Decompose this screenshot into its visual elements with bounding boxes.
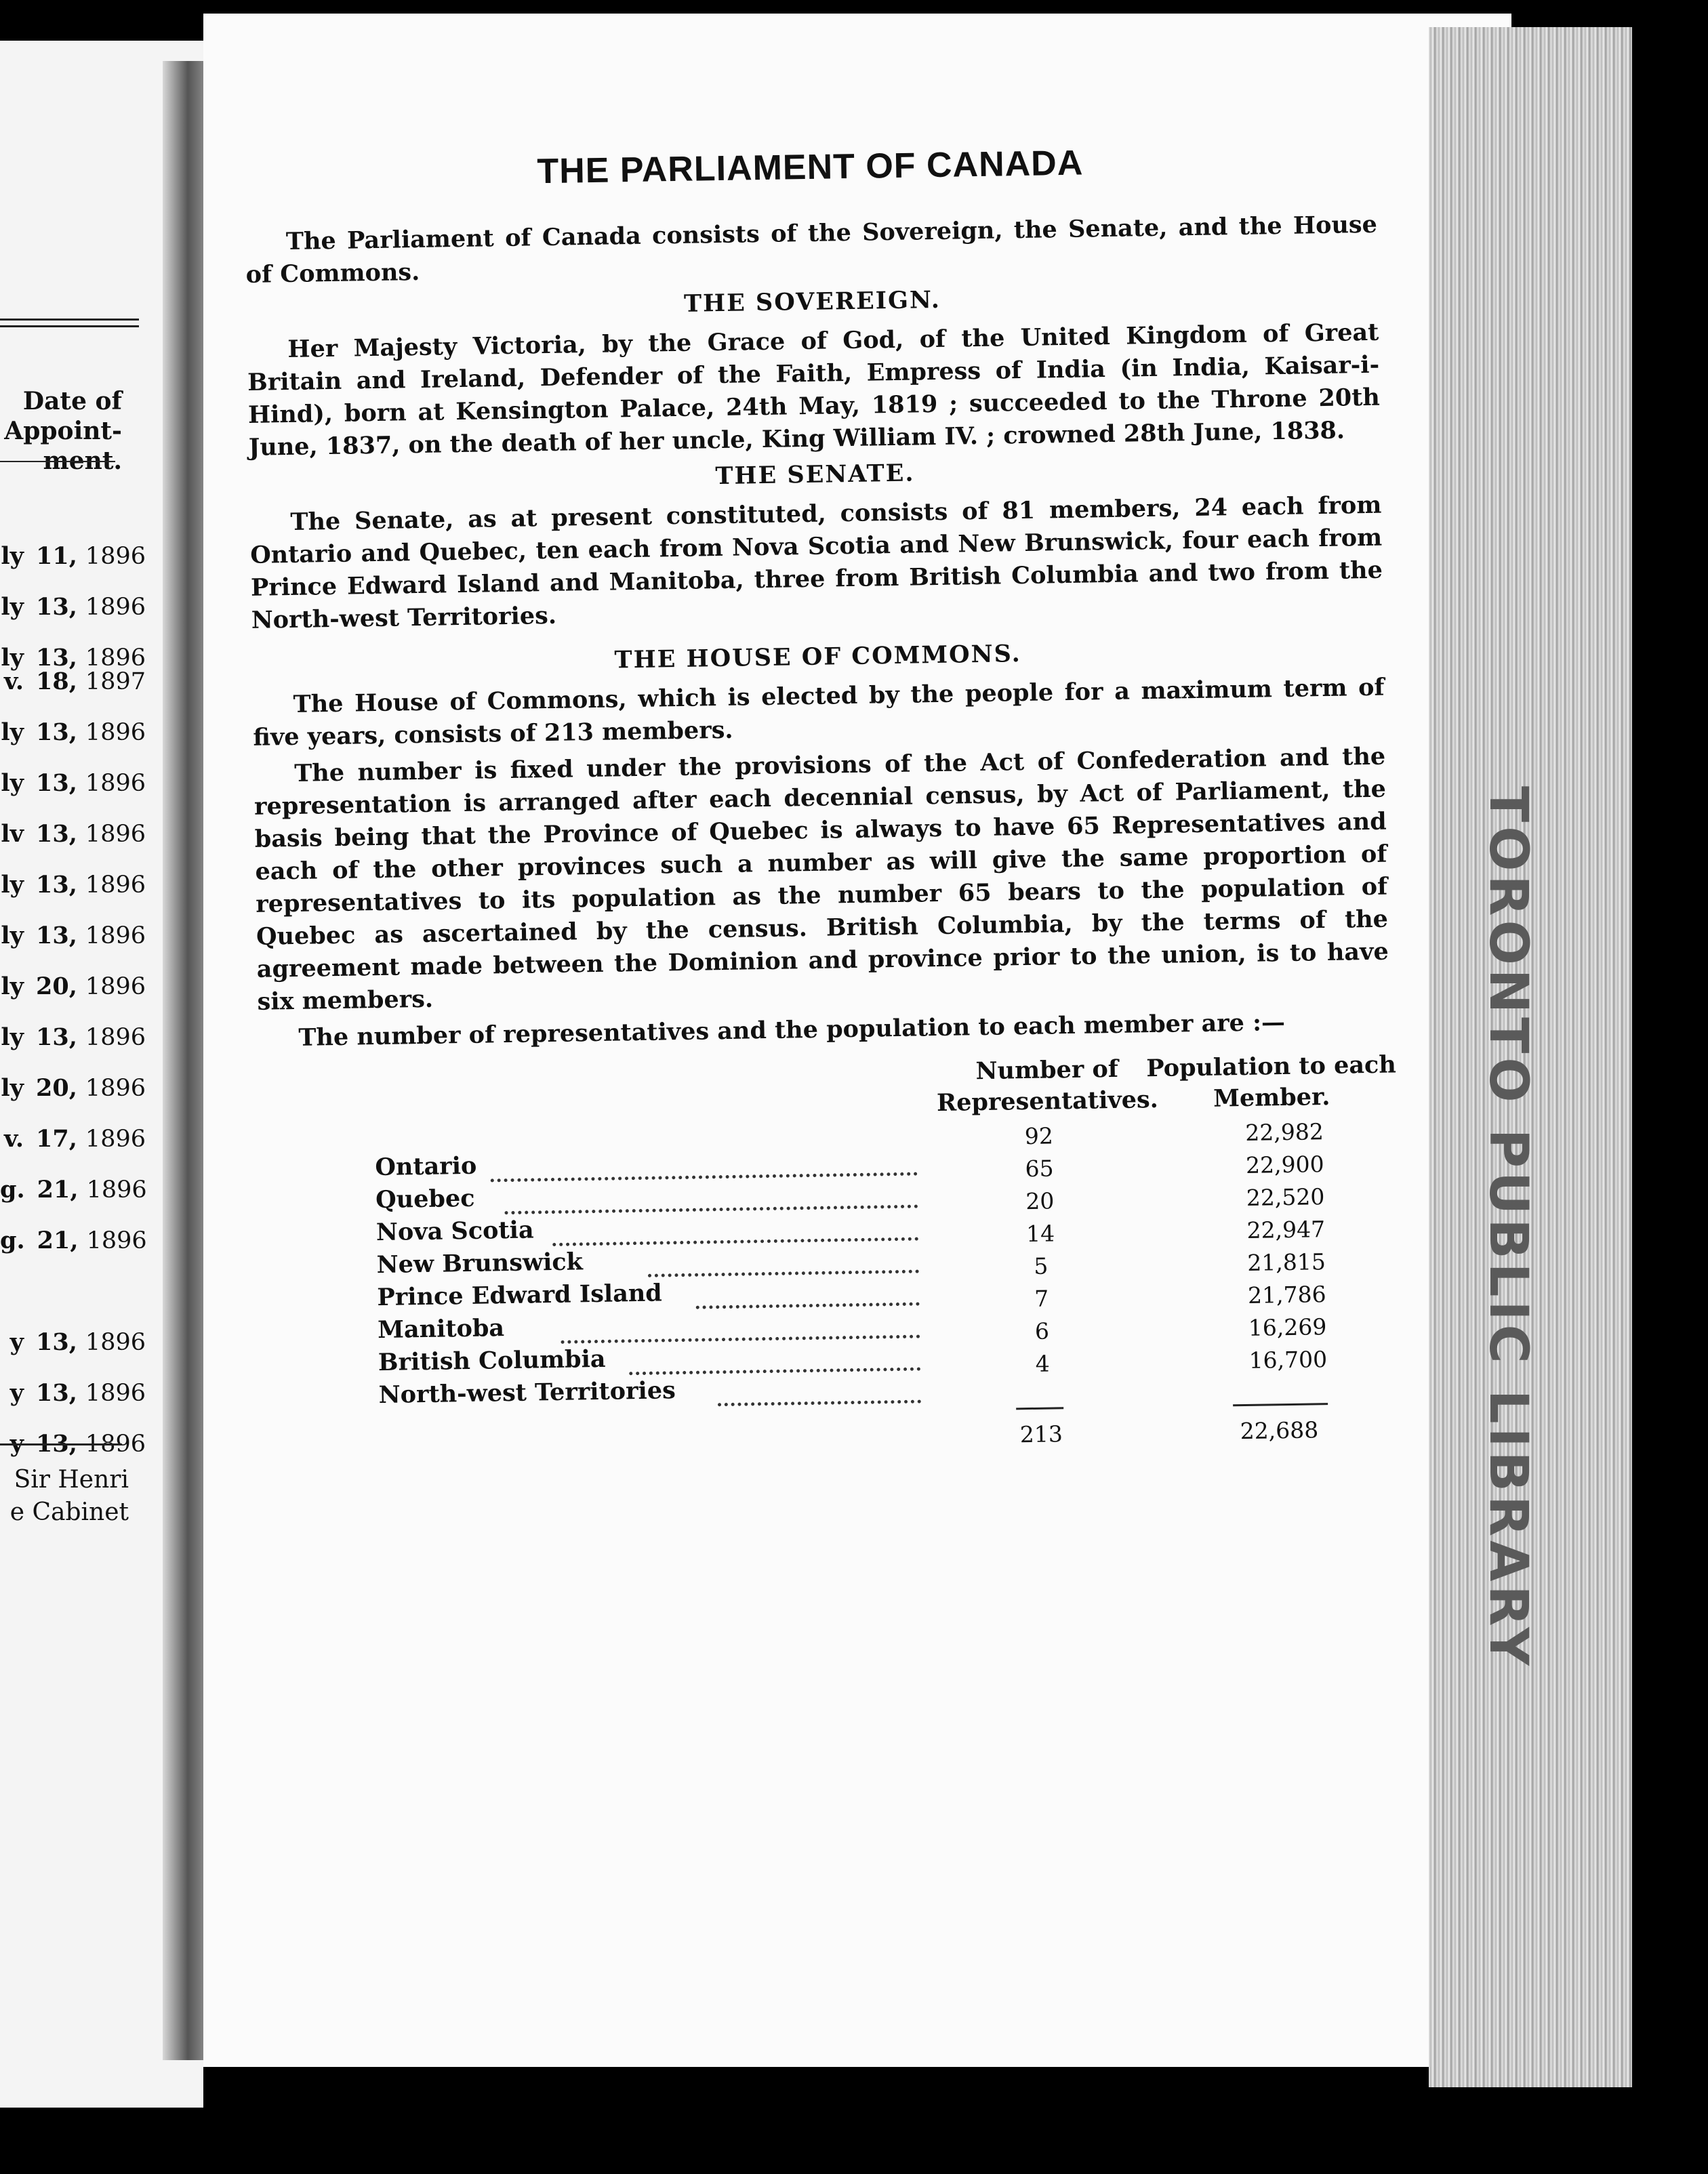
province-name: Prince Edward Island xyxy=(377,1279,663,1312)
date-month-fragment: ly xyxy=(1,718,24,746)
population-value: 21,815 xyxy=(1247,1248,1326,1276)
date-year: 1896 xyxy=(85,770,146,797)
date-month-fragment: ly xyxy=(1,542,24,570)
date-year: 1896 xyxy=(85,1126,146,1153)
header-line: Member. xyxy=(1213,1083,1330,1113)
date-year: 1896 xyxy=(85,644,146,672)
left-page-rule xyxy=(0,325,139,327)
date-month-fragment: ly xyxy=(1,1023,24,1051)
representatives-value: 7 xyxy=(1034,1285,1049,1312)
leader-dots xyxy=(695,1275,920,1309)
representatives-value: 6 xyxy=(1034,1317,1050,1345)
date-month-fragment: ly xyxy=(1,769,24,797)
date-month-fragment: ly xyxy=(1,1074,24,1102)
appointment-date xyxy=(0,1023,146,1051)
leader-dots xyxy=(717,1373,921,1407)
leader-dots xyxy=(561,1308,920,1344)
province-name: New Brunswick xyxy=(376,1248,584,1279)
date-year: 1896 xyxy=(85,1380,146,1407)
date-month-fragment: ly xyxy=(1,922,24,949)
header-line: Representatives. xyxy=(936,1085,1159,1117)
representatives-value: 20 xyxy=(1025,1187,1055,1215)
left-page-column-header xyxy=(0,386,122,476)
date-day: 13, xyxy=(36,769,77,797)
date-month-fragment: ly xyxy=(1,972,24,1000)
date-month-fragment: ly xyxy=(1,644,24,672)
date-day: 13, xyxy=(36,718,77,746)
date-month-fragment: g. xyxy=(0,1176,25,1204)
column-header-representatives xyxy=(936,1053,1158,1119)
date-year: 1896 xyxy=(85,543,146,570)
sovereign-paragraph: Her Majesty Victoria, by the Grace of God, of the United Kingdom of Great Britain and Ireland, Defender of the Faith, Empress of India (in India, Kaisar-i-Hind), born at Kensington Palace, 24th May, 1819 ; succeeded to the Throne 20th June, 1837, on the death of her uncle, King William IV. ; crowned 28th June, 1838. xyxy=(247,318,1381,462)
header-line: Number of xyxy=(975,1054,1119,1086)
appointment-date xyxy=(0,769,146,797)
population-value: 22,982 xyxy=(1245,1118,1324,1146)
appointment-date xyxy=(0,871,146,899)
library-stamp: TORONTO PUBLIC LIBRARY xyxy=(1478,786,1539,1670)
left-page-rule xyxy=(0,319,139,321)
section-heading-sovereign: THE SOVEREIGN. xyxy=(683,285,941,318)
leader-dots xyxy=(647,1243,919,1277)
senate-paragraph: The Senate, as at present constituted, consists of 81 members, 24 each from Ontario and Quebec, ten each from Nova Scotia and New Brunswick, four each from Prince Edward Island and Manitoba, three from British Columbia and two from the North-west Territories. xyxy=(249,491,1383,634)
date-day: 20, xyxy=(36,1074,77,1102)
population-value: 22,900 xyxy=(1245,1151,1324,1178)
population-value: 16,269 xyxy=(1248,1313,1327,1341)
appointment-date xyxy=(0,820,146,848)
date-month-fragment: v. xyxy=(4,668,24,695)
population-value: 21,786 xyxy=(1247,1281,1326,1309)
province-name: British Columbia xyxy=(378,1345,606,1377)
population-value: 16,700 xyxy=(1248,1346,1328,1374)
commons-paragraph: The number of representatives and the population to each member are :— xyxy=(298,1008,1286,1052)
total-rule xyxy=(1233,1403,1328,1406)
date-year: 1896 xyxy=(85,1431,146,1458)
representatives-value: 14 xyxy=(1025,1220,1055,1248)
date-day: 13, xyxy=(36,593,77,621)
header-line: Appoint- xyxy=(4,417,122,445)
date-month-fragment: ly xyxy=(1,871,24,899)
province-name: North-west Territories xyxy=(378,1376,676,1410)
population-value: 22,520 xyxy=(1246,1183,1325,1211)
footer-line: Sir Henri xyxy=(14,1466,129,1494)
date-day: 13, xyxy=(36,1328,77,1356)
appointment-date xyxy=(0,1227,146,1254)
intro-paragraph: The Parliament of Canada consists of the Sovereign, the Senate, and the House of Commons. xyxy=(245,210,1378,289)
date-day: 13, xyxy=(36,820,77,848)
left-page-rule xyxy=(0,461,115,462)
date-year: 1896 xyxy=(85,1075,146,1102)
header-line: Population to each xyxy=(1145,1050,1397,1083)
population-value: 22,947 xyxy=(1246,1216,1326,1244)
date-year: 1896 xyxy=(85,973,146,1000)
date-day: 13, xyxy=(36,1430,77,1458)
left-page-rule xyxy=(0,1443,122,1445)
representatives-value: 4 xyxy=(1035,1350,1050,1377)
footer-line: e Cabinet xyxy=(9,1498,129,1526)
appointment-date xyxy=(0,593,146,621)
total-representatives: 213 xyxy=(1019,1420,1063,1448)
date-year: 1896 xyxy=(85,821,146,848)
appointment-date xyxy=(0,718,146,746)
page-content xyxy=(244,138,1396,1447)
appointment-date xyxy=(0,1125,146,1153)
date-year: 1896 xyxy=(85,594,146,621)
appointment-date xyxy=(0,922,146,949)
date-month-fragment: y xyxy=(9,1379,24,1407)
leader-dots xyxy=(490,1145,918,1183)
province-name: Nova Scotia xyxy=(375,1216,534,1247)
date-year: 1896 xyxy=(86,1227,147,1254)
representatives-value: 5 xyxy=(1034,1252,1049,1279)
date-day: 18, xyxy=(36,668,77,695)
appointment-date xyxy=(0,542,146,570)
date-day: 17, xyxy=(36,1125,77,1153)
date-year: 1896 xyxy=(85,719,146,746)
date-day: 13, xyxy=(36,922,77,949)
representatives-value: 92 xyxy=(1024,1122,1054,1150)
date-year: 1896 xyxy=(85,1024,146,1051)
appointment-date xyxy=(0,1176,146,1204)
commons-paragraph: The number is fixed under the provisions of the Act of Confederation and the representation is arranged after each decennial census, by Act of Parliament, the basis being that the Province of Quebec is always to have 65 Representatives and each of the other provinces such a number as will give the same proportion of representatives to its population as the number 65 bears to the population of Quebec as ascertained by the census. British Columbia, by the terms of the agreement made between the Dominion and province prior to the union, is to have six members. xyxy=(253,742,1389,1016)
commons-paragraph: The House of Commons, which is elected by the people for a maximum term of five years, consists of 213 members. xyxy=(253,673,1385,752)
date-day: 13, xyxy=(36,644,77,672)
appointment-date xyxy=(0,1074,146,1102)
leader-dots xyxy=(629,1340,921,1376)
province-name: Quebec xyxy=(375,1184,475,1214)
header-line: Date of xyxy=(22,387,122,415)
province-name: Ontario xyxy=(375,1151,477,1182)
appointment-date xyxy=(0,668,146,695)
date-month-fragment: v. xyxy=(4,1125,24,1153)
date-month-fragment: ly xyxy=(1,593,24,621)
section-heading-senate: THE SENATE. xyxy=(715,459,915,491)
date-year: 1896 xyxy=(85,922,146,949)
appointment-date xyxy=(0,1379,146,1407)
page-title: THE PARLIAMENT OF CANADA xyxy=(537,143,1084,192)
book-gutter xyxy=(163,61,205,2060)
date-month-fragment: lv xyxy=(1,820,24,848)
date-day: 21, xyxy=(37,1227,79,1254)
total-population: 22,688 xyxy=(1240,1416,1319,1445)
representation-table xyxy=(258,1050,1396,1447)
leader-dots xyxy=(504,1178,918,1215)
header-line: ment. xyxy=(43,447,122,475)
total-rule xyxy=(1016,1407,1063,1410)
date-day: 13, xyxy=(36,1023,77,1051)
section-heading-commons: THE HOUSE OF COMMONS. xyxy=(614,640,1022,674)
date-year: 1896 xyxy=(86,1176,147,1204)
representatives-value: 65 xyxy=(1025,1155,1054,1183)
left-page-footer xyxy=(0,1464,129,1529)
date-year: 1897 xyxy=(85,668,146,695)
date-month-fragment: y xyxy=(9,1328,24,1356)
date-month-fragment: y xyxy=(9,1430,24,1458)
leader-dots xyxy=(552,1210,919,1246)
date-day: 13, xyxy=(36,871,77,899)
appointment-date xyxy=(0,972,146,1000)
date-month-fragment: g. xyxy=(0,1227,25,1254)
appointment-date xyxy=(0,1328,146,1356)
column-header-population xyxy=(1146,1049,1397,1115)
province-name: Manitoba xyxy=(377,1314,505,1345)
date-day: 21, xyxy=(37,1176,79,1204)
date-day: 13, xyxy=(36,1379,77,1407)
date-day: 20, xyxy=(36,972,77,1000)
date-year: 1896 xyxy=(85,1329,146,1356)
date-year: 1896 xyxy=(85,871,146,899)
date-day: 11, xyxy=(36,542,77,570)
